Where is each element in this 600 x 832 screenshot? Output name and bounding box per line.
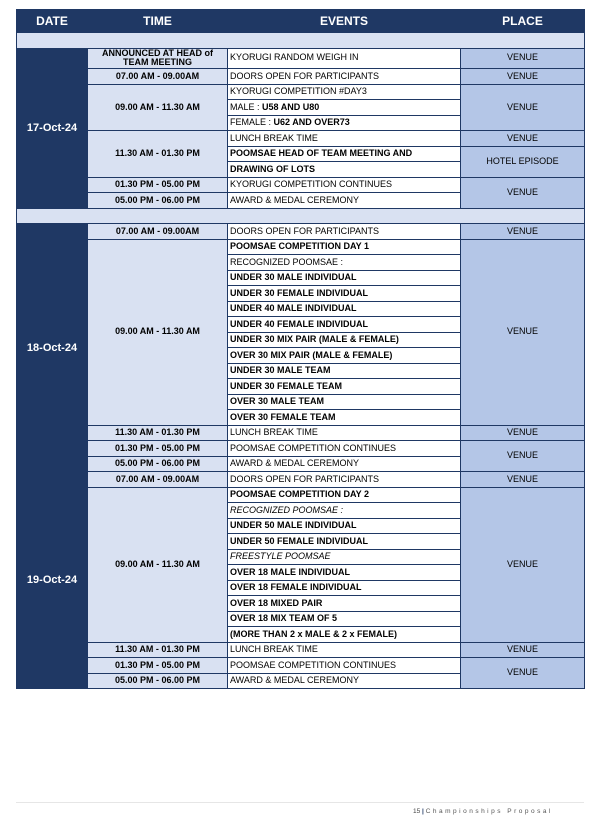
event-strong: U62 AND OVER73 [273,117,350,128]
event-cell: (MORE THAN 2 x MALE & 2 x FEMALE) [228,627,461,643]
place-cell: VENUE [461,239,585,425]
place-cell: VENUE [461,84,585,131]
event-cell: UNDER 50 FEMALE INDIVIDUAL [228,534,461,550]
header-place: PLACE [461,10,585,33]
table-row [17,239,585,255]
event-cell: OVER 18 MIXED PAIR [228,596,461,612]
schedule-table [16,9,585,689]
day-separator [17,208,585,224]
time-cell: 09.00 AM - 11.30 AM [88,84,228,131]
footer-divider [16,802,584,803]
place-cell: VENUE [461,48,585,69]
header-row [17,10,585,33]
place-cell: VENUE [461,224,585,240]
table-row [17,441,585,457]
time-cell: 01.30 PM - 05.00 PM [88,177,228,193]
event-cell: UNDER 40 MALE INDIVIDUAL [228,301,461,317]
header-date: DATE [17,10,88,33]
time-cell: 05.00 PM - 06.00 PM [88,193,228,209]
page-footer [413,808,553,815]
table-row [17,84,585,100]
event-cell: UNDER 30 FEMALE TEAM [228,379,461,395]
event-cell: POOMSAE COMPETITION DAY 1 [228,239,461,255]
time-cell: 01.30 PM - 05.00 PM [88,658,228,674]
place-cell: VENUE [461,441,585,472]
time-cell: 09.00 AM - 11.30 AM [88,487,228,642]
event-cell: AWARD & MEDAL CEREMONY [228,673,461,689]
event-prefix: MALE : [230,101,263,112]
event-cell: KYORUGI RANDOM WEIGH IN [228,48,461,69]
time-cell: 11.30 AM - 01.30 PM [88,642,228,658]
event-cell: KYORUGI COMPETITION CONTINUES [228,177,461,193]
event-cell: UNDER 50 MALE INDIVIDUAL [228,518,461,534]
event-cell: DRAWING OF LOTS [228,162,461,178]
place-cell: HOTEL EPISODE [461,146,585,177]
event-cell: OVER 30 MALE TEAM [228,394,461,410]
footer-title: Championships Proposal [425,808,553,815]
place-cell: VENUE [461,658,585,689]
table-row [17,224,585,240]
schedule-body [17,33,585,689]
event-cell: UNDER 30 MALE TEAM [228,363,461,379]
event-cell: AWARD & MEDAL CEREMONY [228,456,461,472]
event-cell: OVER 18 FEMALE INDIVIDUAL [228,580,461,596]
header-events: EVENTS [228,10,461,33]
event-cell: OVER 18 MALE INDIVIDUAL [228,565,461,581]
event-cell: DOORS OPEN FOR PARTICIPANTS [228,224,461,240]
event-cell: LUNCH BREAK TIME [228,131,461,147]
event-cell [228,115,461,131]
place-cell: VENUE [461,69,585,85]
table-row [17,658,585,674]
place-cell: VENUE [461,472,585,488]
place-cell: VENUE [461,425,585,441]
table-row [17,487,585,503]
table-row [17,642,585,658]
time-cell: 09.00 AM - 11.30 AM [88,239,228,425]
place-cell: VENUE [461,131,585,147]
event-cell: UNDER 40 FEMALE INDIVIDUAL [228,317,461,333]
time-cell: 11.30 AM - 01.30 PM [88,131,228,178]
page-number: 15 [413,808,421,815]
event-cell: UNDER 30 MIX PAIR (MALE & FEMALE) [228,332,461,348]
date-cell: 17-Oct-24 [17,48,88,208]
event-strong: U58 AND U80 [262,101,320,112]
event-cell [228,100,461,116]
date-cell: 18-Oct-24 [17,224,88,472]
event-cell: LUNCH BREAK TIME [228,425,461,441]
event-cell: UNDER 30 MALE INDIVIDUAL [228,270,461,286]
footer-separator: | [422,808,424,815]
time-cell: 07.00 AM - 09.00AM [88,472,228,488]
event-cell: OVER 30 MIX PAIR (MALE & FEMALE) [228,348,461,364]
time-cell: 07.00 AM - 09.00AM [88,224,228,240]
table-row [17,48,585,69]
header-time: TIME [88,10,228,33]
time-cell: 11.30 AM - 01.30 PM [88,425,228,441]
place-cell: VENUE [461,487,585,642]
event-cell: OVER 30 FEMALE TEAM [228,410,461,426]
time-cell: 05.00 PM - 06.00 PM [88,673,228,689]
time-cell: 05.00 PM - 06.00 PM [88,456,228,472]
table-row [17,69,585,85]
event-cell: POOMSAE COMPETITION DAY 2 [228,487,461,503]
event-cell: UNDER 30 FEMALE INDIVIDUAL [228,286,461,302]
event-cell: POOMSAE HEAD OF TEAM MEETING AND [228,146,461,162]
table-row [17,472,585,488]
time-cell: 07.00 AM - 09.00AM [88,69,228,85]
event-cell: DOORS OPEN FOR PARTICIPANTS [228,472,461,488]
event-cell: AWARD & MEDAL CEREMONY [228,193,461,209]
event-cell: FREESTYLE POOMSAE [228,549,461,565]
table-row [17,177,585,193]
table-row [17,425,585,441]
separator-cell [17,208,585,224]
event-cell: DOORS OPEN FOR PARTICIPANTS [228,69,461,85]
event-cell: RECOGNIZED POOMSAE : [228,255,461,271]
table-row [17,131,585,147]
separator-cell [17,33,585,49]
event-prefix: FEMALE : [230,117,274,128]
event-cell: RECOGNIZED POOMSAE : [228,503,461,519]
event-cell: OVER 18 MIX TEAM OF 5 [228,611,461,627]
event-cell: POOMSAE COMPETITION CONTINUES [228,441,461,457]
day-separator [17,33,585,49]
place-cell: VENUE [461,642,585,658]
event-cell: LUNCH BREAK TIME [228,642,461,658]
time-cell: ANNOUNCED AT HEAD of TEAM MEETING [88,48,228,69]
event-cell: KYORUGI COMPETITION #DAY3 [228,84,461,100]
time-cell: 01.30 PM - 05.00 PM [88,441,228,457]
date-cell: 19-Oct-24 [17,472,88,689]
place-cell: VENUE [461,177,585,208]
event-cell: POOMSAE COMPETITION CONTINUES [228,658,461,674]
